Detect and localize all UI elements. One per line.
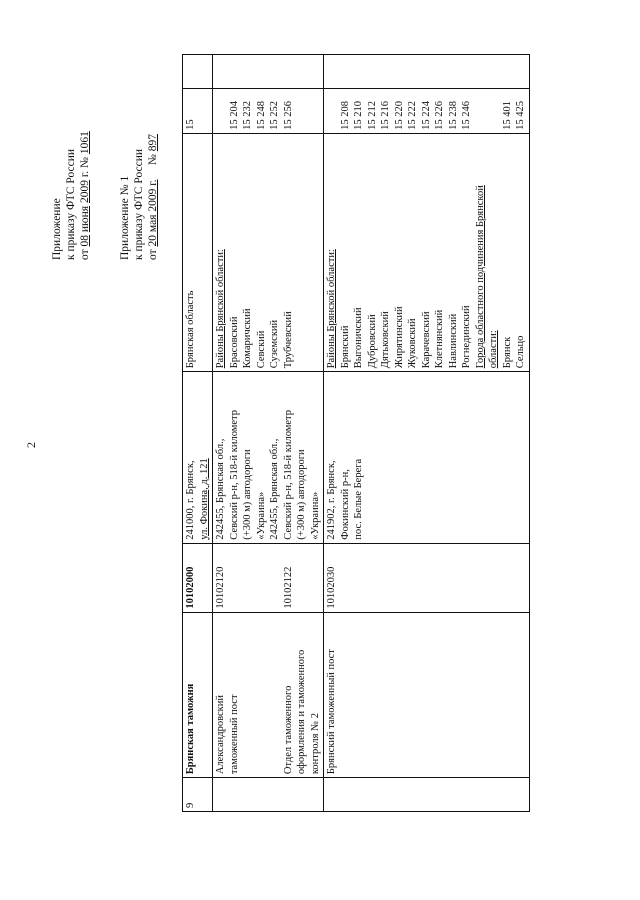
post1-address [213,372,324,543]
date-suffix: г. [79,170,91,178]
address-line: 241902, г. Брянск, [326,460,337,540]
address-line: Севский р-н, 518-й километр [228,409,240,540]
district: Брасовский [228,316,240,369]
address-line: пос. Белые Берега [353,458,364,540]
district: Карачевский [420,311,432,369]
num-prefix: № [79,157,91,168]
appendix2-num-prefix: № [147,154,159,166]
date-year: 2009 [79,180,91,204]
district: Комаричский [242,308,253,369]
okato-code: 15 208 [339,101,351,130]
customs-code: 10102000 [183,543,213,612]
post1-code [213,543,324,612]
city: Сельцо [515,335,526,369]
appendix-title: Приложение [51,198,63,260]
customs-name: Брянская таможня [183,612,213,778]
empty-cell [324,778,530,812]
district: Клетнянский [434,309,445,369]
city: Брянск [501,336,513,369]
region-header: Районы Брянской области: [215,249,226,369]
okato-code: 15 210 [353,101,364,130]
order-number: 1061 [79,131,91,155]
okato-code: 15 226 [434,101,445,130]
customs-address [183,372,213,543]
post1-codes [213,88,324,133]
district: Жирятинский [393,306,405,369]
address-line: 242455, Брянская обл., [215,438,226,540]
okato-code: 15 252 [269,101,280,130]
district: Жуковский [407,318,418,369]
okato-code: 15 224 [420,101,432,130]
customs-region: Брянская область [183,133,213,371]
post1-districts [213,133,324,371]
row-number: 9 [183,778,213,812]
appendix-order-to: к приказу ФТС России [65,149,77,260]
district: Выгоничский [353,307,364,369]
district: Суземский [269,319,280,369]
okato-code: 15 256 [282,101,294,130]
district: Дубровский [366,314,378,369]
name-line: оформления и таможенного [296,649,307,775]
post2-address [324,372,530,543]
post2-districts [324,133,530,371]
okato-code: 15 222 [407,101,418,130]
code-line: 10102122 [282,566,294,609]
appendix-header [50,60,92,260]
appendix2-number: 897 [147,134,159,152]
page-number: 2 [24,442,38,448]
date-day: 08 [79,235,91,247]
table-row [213,55,324,812]
district: Трубчевский [282,311,294,369]
okato-code: 15 246 [461,101,472,130]
name-line: Отдел таможенного [282,685,294,775]
okato-code: 15 238 [447,101,459,130]
post1-name [213,612,324,778]
address-line: Фокинский р-н, [339,469,351,540]
address-line: (+300 м) автодороги [296,449,307,540]
district: Севский [255,330,267,369]
table-row [324,55,530,812]
table-row [183,55,213,812]
appendix-order-date [78,60,92,260]
address-line: 241000, г. Брянск, [185,460,196,540]
blank-cell [213,55,324,89]
district: Рогнединский [461,305,472,369]
address-line: «Украина» [255,491,267,540]
region-header: Районы Брянской области: [326,249,337,369]
district: Дятьковский [380,311,391,369]
code-line: 10102120 [215,566,226,609]
date-prefix: от [79,249,91,260]
name-line: Александровский [215,695,226,775]
cities-header: Города областного подчинения Брянской [474,185,486,369]
customs-okato: 15 [183,88,213,133]
address-line: ул. Фокина, д. 121 [198,458,210,540]
address-line: (+300 м) автодороги [242,449,253,540]
address-line: 242455, Брянская обл., [269,438,280,540]
okato-code: 15 204 [228,101,240,130]
address-line: «Украина» [309,491,321,540]
okato-code: 15 216 [380,101,391,130]
okato-code: 15 401 [501,101,513,130]
okato-code: 15 425 [515,101,526,130]
okato-code: 15 232 [242,101,253,130]
appendix2-date-line [146,60,160,260]
district: Навлинский [447,313,459,369]
appendix2-header [118,60,160,260]
post2-name: Брянский таможенный пост [324,612,530,778]
appendix2-prefix: от [147,249,159,260]
district: Брянский [339,325,351,369]
blank-cell [324,55,530,89]
date-month: июня [79,205,91,233]
okato-code: 15 212 [366,101,378,130]
appendix2-title: Приложение № 1 [119,175,131,260]
post2-code: 10102030 [324,543,530,612]
post2-codes [324,88,530,133]
customs-table [182,54,530,812]
okato-code: 15 248 [255,101,267,130]
appendix2-to: к приказу ФТС России [133,149,145,260]
okato-code: 15 220 [393,101,405,130]
name-line: таможенный пост [228,694,240,775]
name-line: контроля № 2 [309,713,321,775]
appendix2-date: 20 мая 2009 г. [147,179,159,247]
empty-cell [213,778,324,812]
blank-cell [183,55,213,89]
address-line: Севский р-н, 518-й километр [282,409,294,540]
cities-header: области: [488,330,499,369]
